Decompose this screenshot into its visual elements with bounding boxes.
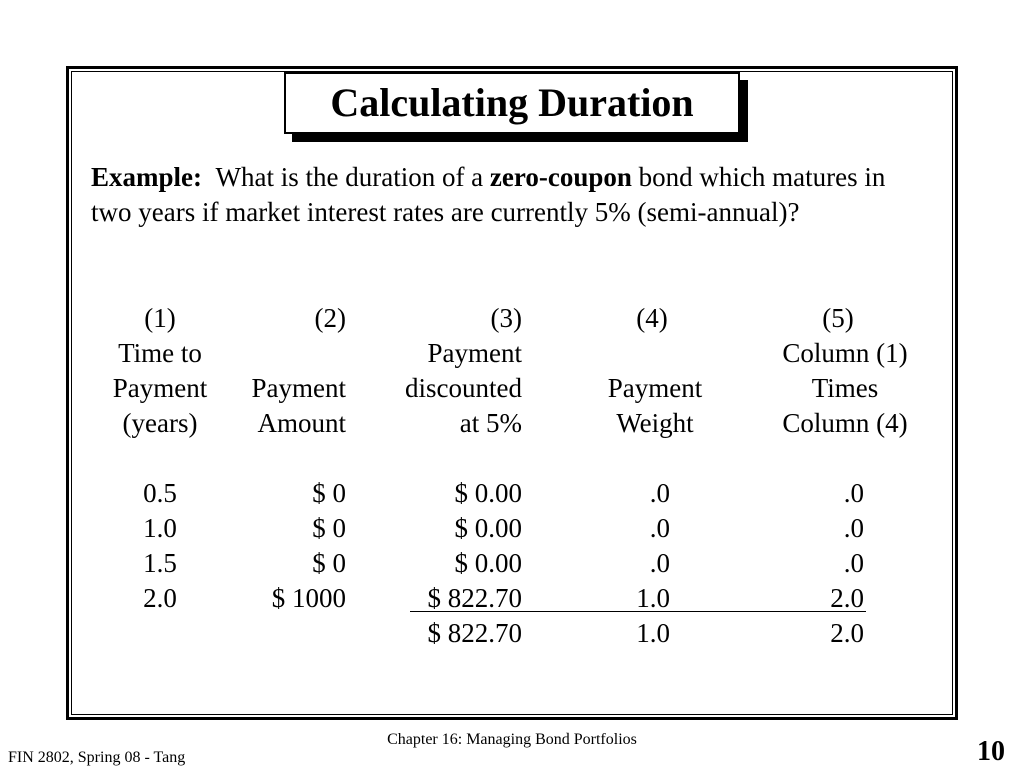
- row1-product: .0: [843, 478, 864, 508]
- col3-number: (3): [490, 303, 522, 333]
- question-text-after: bond which matures in two years if market interest rates are currently 5% (semi-annual)?: [91, 162, 886, 227]
- row4-product: 2.0: [830, 583, 864, 613]
- row3-amount: $ 0: [312, 548, 346, 578]
- col4-header-line2: Payment: [607, 373, 703, 403]
- col2-header-line2: Payment: [251, 373, 346, 403]
- page-number: 10: [977, 736, 1005, 767]
- footer-chapter: Chapter 16: Managing Bond Portfolios: [387, 731, 637, 748]
- col4-header-line3: Weight: [616, 408, 694, 438]
- row1-discounted: $ 0.00: [454, 478, 522, 508]
- sum-rule: [410, 611, 866, 612]
- col3-header-line1: Payment: [427, 338, 522, 368]
- row3-time: 1.5: [143, 548, 177, 578]
- row4-weight: 1.0: [636, 583, 670, 613]
- row2-discounted: $ 0.00: [454, 513, 522, 543]
- question-text-before: What is the duration of a: [215, 162, 490, 192]
- col5-header-line1: Column (1): [782, 338, 908, 368]
- col1-number: (1): [144, 303, 176, 333]
- row2-amount: $ 0: [312, 513, 346, 543]
- row4-amount: $ 1000: [271, 583, 346, 613]
- col1-header-line3: (years): [122, 408, 198, 438]
- question-bold-term: zero-coupon: [489, 162, 632, 192]
- total-discounted: $ 822.70: [427, 618, 522, 648]
- row3-discounted: $ 0.00: [454, 548, 522, 578]
- row2-time: 1.0: [143, 513, 177, 543]
- example-label: Example:: [91, 162, 202, 192]
- col4-number: (4): [636, 303, 668, 333]
- row1-time: 0.5: [143, 478, 177, 508]
- col5-header-line3: Column (4): [782, 408, 908, 438]
- example-question: [91, 160, 921, 230]
- row4-discounted: $ 822.70: [427, 583, 522, 613]
- col3-header-line2: discounted: [405, 373, 522, 403]
- col5-number: (5): [822, 303, 854, 333]
- col3-header-line3: at 5%: [459, 408, 522, 438]
- slide-title: Calculating Duration: [284, 72, 740, 134]
- row1-amount: $ 0: [312, 478, 346, 508]
- row2-product: .0: [843, 513, 864, 543]
- total-weight: 1.0: [636, 618, 670, 648]
- col1-header-line1: Time to: [118, 338, 202, 368]
- col5-header-line2: Times: [811, 373, 879, 403]
- row1-weight: .0: [649, 478, 670, 508]
- col1-header-line2: Payment: [112, 373, 208, 403]
- row4-time: 2.0: [143, 583, 177, 613]
- footer-course: FIN 2802, Spring 08 - Tang: [8, 749, 186, 766]
- row3-product: .0: [843, 548, 864, 578]
- total-duration: 2.0: [830, 618, 864, 648]
- row2-weight: .0: [649, 513, 670, 543]
- col2-header-line3: Amount: [257, 408, 346, 438]
- row3-weight: .0: [649, 548, 670, 578]
- col2-number: (2): [314, 303, 346, 333]
